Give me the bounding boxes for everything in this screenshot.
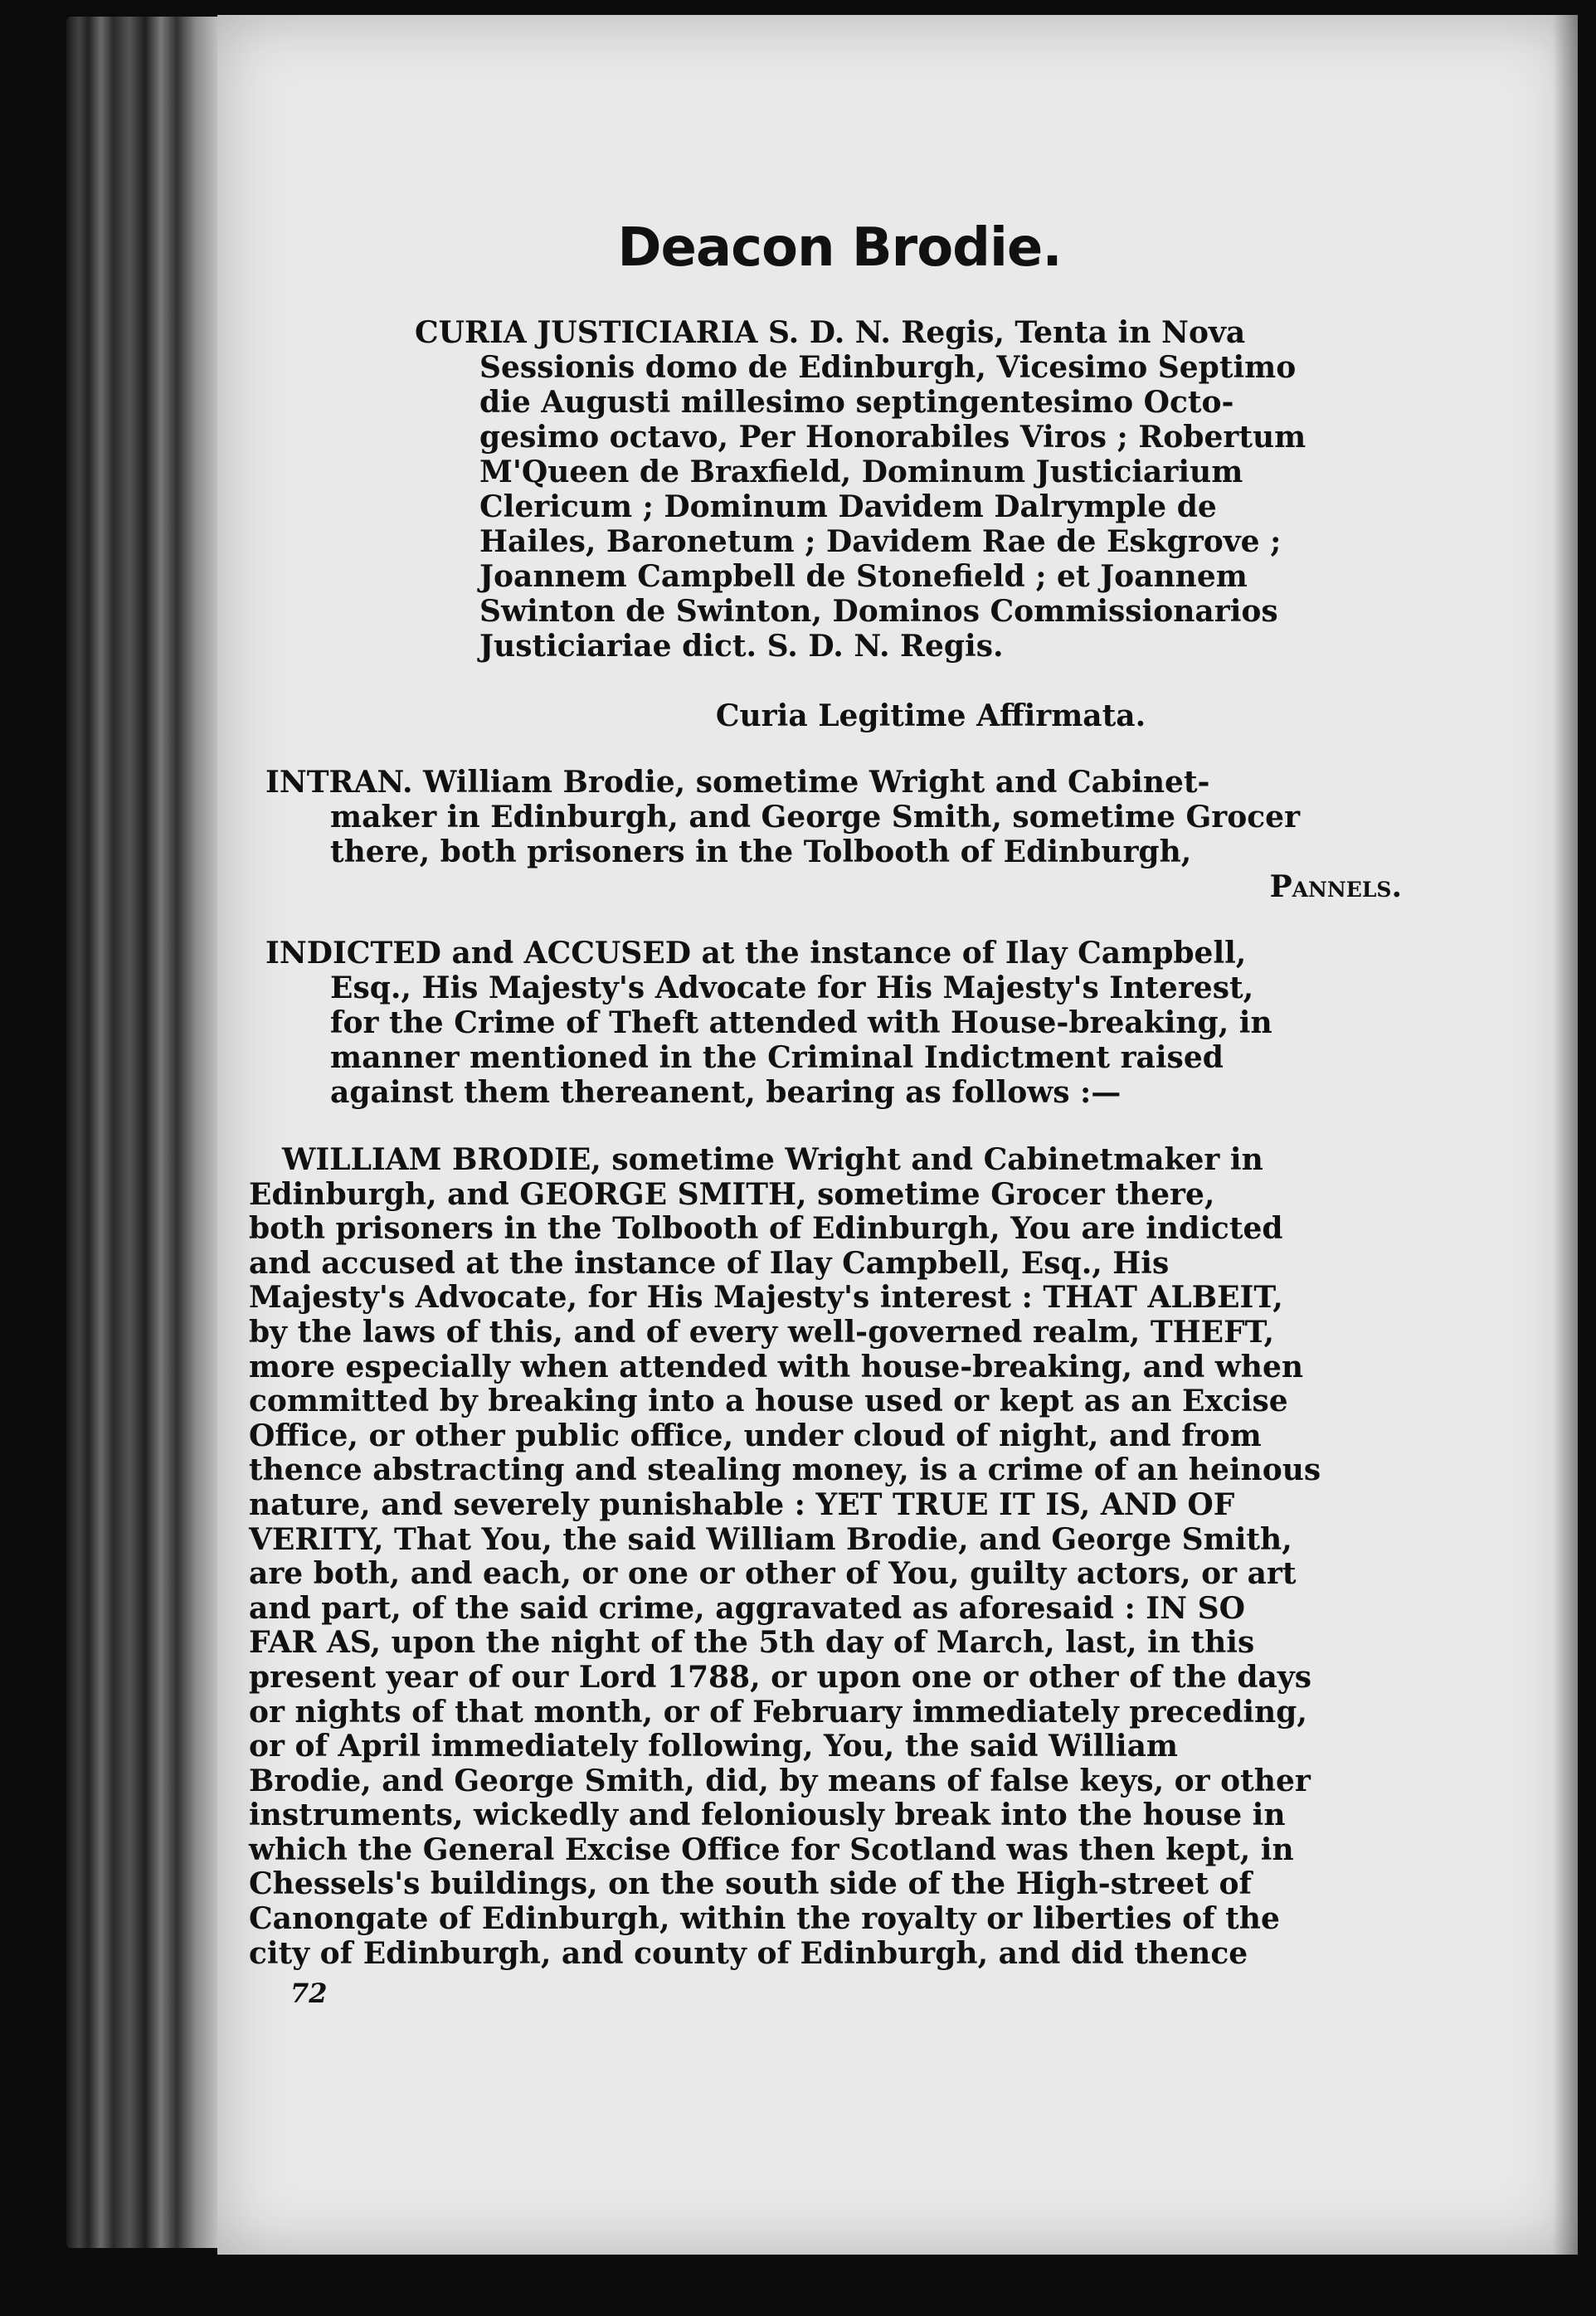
book-gutter: [66, 17, 224, 2248]
page-edge-shadow: [1553, 15, 1578, 2255]
body-line: or of April immediately following, You, the said William: [249, 1729, 1178, 1764]
curia-line: Clericum ; Dominum Davidem Dalrymple de: [479, 489, 1217, 524]
curia-line: Swinton de Swinton, Dominos Commissionarios: [479, 594, 1278, 629]
body-line: by the laws of this, and of every well-governed realm, THEFT,: [249, 1314, 1275, 1350]
body-line: instruments, wickedly and feloniously break into the house in: [249, 1798, 1286, 1833]
intran-line: there, both prisoners in the Tolbooth of Edinburgh,: [330, 834, 1192, 869]
curia-affirmata: Curia Legitime Affirmata.: [715, 698, 1146, 733]
page-number: 72: [290, 1978, 328, 2009]
body-line: FAR AS, upon the night of the 5th day of March, last, in this: [249, 1625, 1255, 1661]
curia-line: Joannem Campbell de Stonefield ; et Joannem: [479, 559, 1248, 594]
body-line: and part, of the said crime, aggravated as aforesaid : IN SO: [249, 1590, 1245, 1626]
curia-line: gesimo octavo, Per Honorabiles Viros ; Robertum: [479, 420, 1306, 455]
body-line: or nights of that month, or of February immediately preceding,: [249, 1694, 1307, 1730]
body-line: Edinburgh, and GEORGE SMITH, sometime Grocer there,: [249, 1176, 1215, 1212]
curia-line: die Augusti millesimo septingentesimo Octo-: [479, 385, 1234, 420]
body-line: committed by breaking into a house used or kept as an Excise: [249, 1384, 1288, 1419]
body-line: Office, or other public office, under cloud of night, and from: [249, 1418, 1262, 1453]
body-line: are both, and each, or one or other of You, guilty actors, or art: [249, 1556, 1297, 1592]
body-line: more especially when attended with house-breaking, and when: [249, 1349, 1304, 1384]
body-line: WILLIAM BRODIE, sometime Wright and Cabinetmaker in: [282, 1142, 1263, 1177]
indicted-line: for the Crime of Theft attended with House-breaking, in: [330, 1005, 1272, 1040]
body-line: Brodie, and George Smith, did, by means of false keys, or other: [249, 1763, 1311, 1798]
indicted-line: against them thereanent, bearing as follows :—: [330, 1075, 1122, 1110]
body-line: nature, and severely punishable : YET TRUE IT IS, AND OF: [249, 1486, 1235, 1522]
indicted-line: Esq., His Majesty's Advocate for His Majesty's Interest,: [330, 971, 1254, 1005]
intran-line: maker in Edinburgh, and George Smith, sometime Grocer: [330, 800, 1301, 834]
body-line: present year of our Lord 1788, or upon one or other of the days: [249, 1659, 1312, 1695]
body-line: Majesty's Advocate, for His Majesty's interest : THAT ALBEIT,: [249, 1280, 1283, 1316]
curia-line: Hailes, Baronetum ; Davidem Rae de Eskgrove ;: [479, 524, 1282, 559]
indicted-line: manner mentioned in the Criminal Indictment raised: [330, 1040, 1224, 1075]
indictment-body: [249, 1143, 1418, 1971]
page-heading: Deacon Brodie.: [617, 217, 1062, 279]
body-line: Canongate of Edinburgh, within the royalty or liberties of the: [249, 1901, 1280, 1937]
curia-line: M'Queen de Braxfield, Dominum Justiciarium: [479, 455, 1243, 489]
pannels-label: Pannels.: [1269, 869, 1402, 904]
body-line: Chessels's buildings, on the south side of the High-street of: [249, 1866, 1253, 1902]
intran-paragraph: [265, 765, 1435, 904]
curia-paragraph: [415, 315, 1443, 664]
body-line: and accused at the instance of Ilay Campbell, Esq., His: [249, 1245, 1170, 1281]
intran-line: INTRAN. William Brodie, sometime Wright and Cabinet-: [265, 765, 1210, 800]
indicted-paragraph: [265, 936, 1435, 1110]
body-line: both prisoners in the Tolbooth of Edinburgh, You are indicted: [249, 1211, 1283, 1247]
body-line: city of Edinburgh, and county of Edinburgh, and did thence: [249, 1935, 1248, 1971]
curia-line: Sessionis domo de Edinburgh, Vicesimo Septimo: [479, 350, 1297, 385]
indicted-line: INDICTED and ACCUSED at the instance of Ilay Campbell,: [265, 936, 1247, 971]
body-line: VERITY, That You, the said William Brodie, and George Smith,: [249, 1521, 1292, 1557]
body-line: which the General Excise Office for Scotland was then kept, in: [249, 1832, 1294, 1867]
curia-line: CURIA JUSTICIARIA S. D. N. Regis, Tenta in Nova: [415, 315, 1246, 350]
curia-line: Justiciariae dict. S. D. N. Regis.: [479, 629, 1004, 664]
body-line: thence abstracting and stealing money, is a crime of an heinous: [249, 1452, 1321, 1488]
